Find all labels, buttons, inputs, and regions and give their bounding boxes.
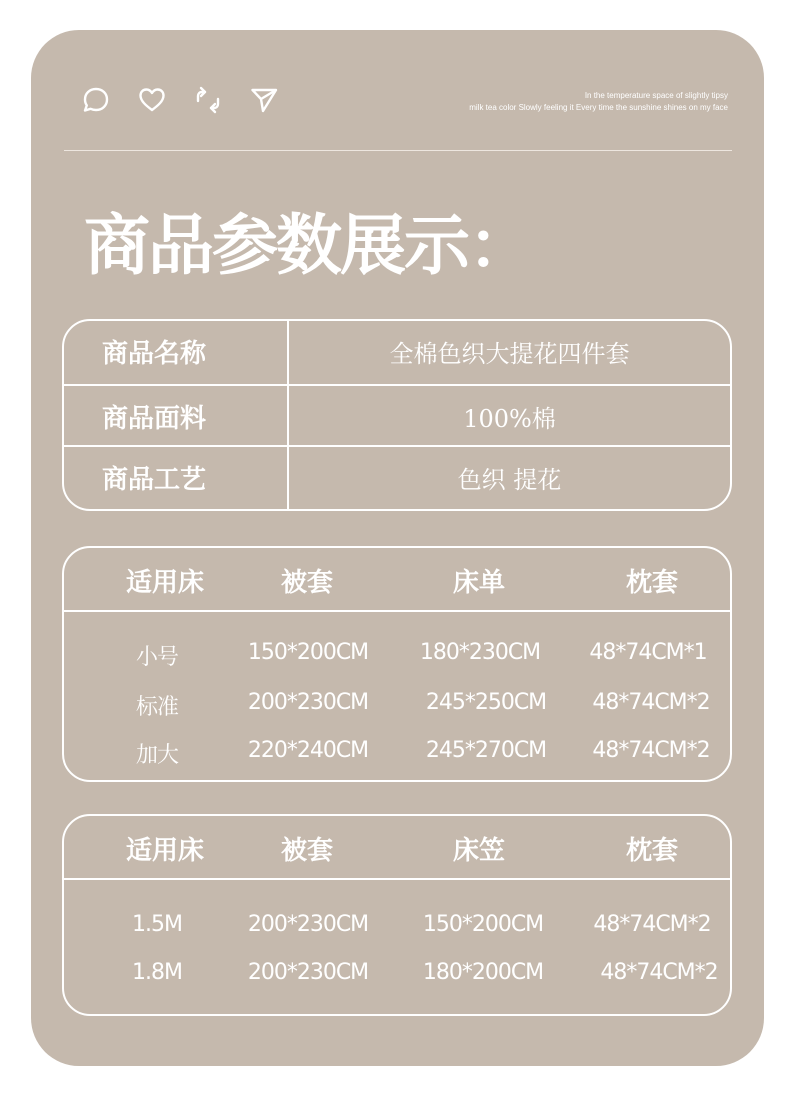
table-cell: 48*74CM*2 [600, 960, 718, 985]
info-value: 色织 提花 [457, 465, 562, 494]
size-table-fitted-sheet [62, 814, 732, 1016]
chat-bubble-icon[interactable] [81, 85, 111, 115]
social-icons [81, 85, 279, 115]
table-cell: 小号 [135, 645, 179, 670]
table-cell: 标准 [135, 695, 179, 720]
product-parameter-card [31, 30, 764, 1066]
table-cell: 245*250CM [425, 690, 547, 715]
table-cell: 48*74CM*2 [592, 738, 710, 763]
tagline-line-2: milk tea color Slowly feeling it Every time the sunshine shines on my face [469, 103, 728, 112]
info-label: 商品工艺 [102, 464, 207, 495]
table-cell: 200*230CM [247, 960, 369, 985]
table-header: 被套 [280, 836, 334, 866]
header-divider [64, 610, 730, 612]
table-header: 被套 [280, 568, 334, 598]
table-header: 床笠 [452, 836, 506, 866]
page-title: 商品参数展示： [84, 206, 532, 284]
tagline [469, 90, 728, 114]
table-header: 适用床 [125, 836, 205, 866]
info-value: 100%棉 [463, 404, 556, 433]
table-cell: 加大 [135, 743, 179, 768]
info-value: 全棉色织大提花四件套 [389, 339, 630, 368]
product-info-table [62, 319, 732, 511]
tagline-line-1: In the temperature space of slightly tipsy [584, 91, 728, 100]
table-cell: 48*74CM*2 [592, 690, 710, 715]
size-table-sheet [62, 546, 732, 782]
info-row-craft [64, 447, 730, 507]
table-cell: 180*230CM [419, 640, 541, 665]
table-cell: 245*270CM [425, 738, 547, 763]
table-cell: 150*200CM [247, 640, 369, 665]
table-cell: 48*74CM*2 [593, 912, 711, 937]
table-cell: 48*74CM*1 [589, 640, 707, 665]
info-label: 商品面料 [102, 403, 207, 434]
header-divider [64, 878, 730, 880]
header-divider [64, 150, 732, 151]
info-label: 商品名称 [102, 338, 207, 369]
table-cell: 150*200CM [422, 912, 544, 937]
send-icon[interactable] [249, 85, 279, 115]
info-row-fabric [64, 386, 730, 446]
table-cell: 180*200CM [422, 960, 544, 985]
table-header: 适用床 [125, 568, 205, 598]
table-cell: 1.8M [132, 960, 182, 985]
repost-icon[interactable] [193, 85, 223, 115]
table-cell: 200*230CM [247, 912, 369, 937]
table-cell: 220*240CM [247, 738, 369, 763]
table-cell: 200*230CM [247, 690, 369, 715]
table-header: 枕套 [625, 836, 679, 866]
table-cell: 1.5M [132, 912, 182, 937]
info-row-name [64, 321, 730, 381]
table-header: 床单 [452, 568, 506, 598]
heart-icon[interactable] [137, 85, 167, 115]
table-header: 枕套 [625, 568, 679, 598]
